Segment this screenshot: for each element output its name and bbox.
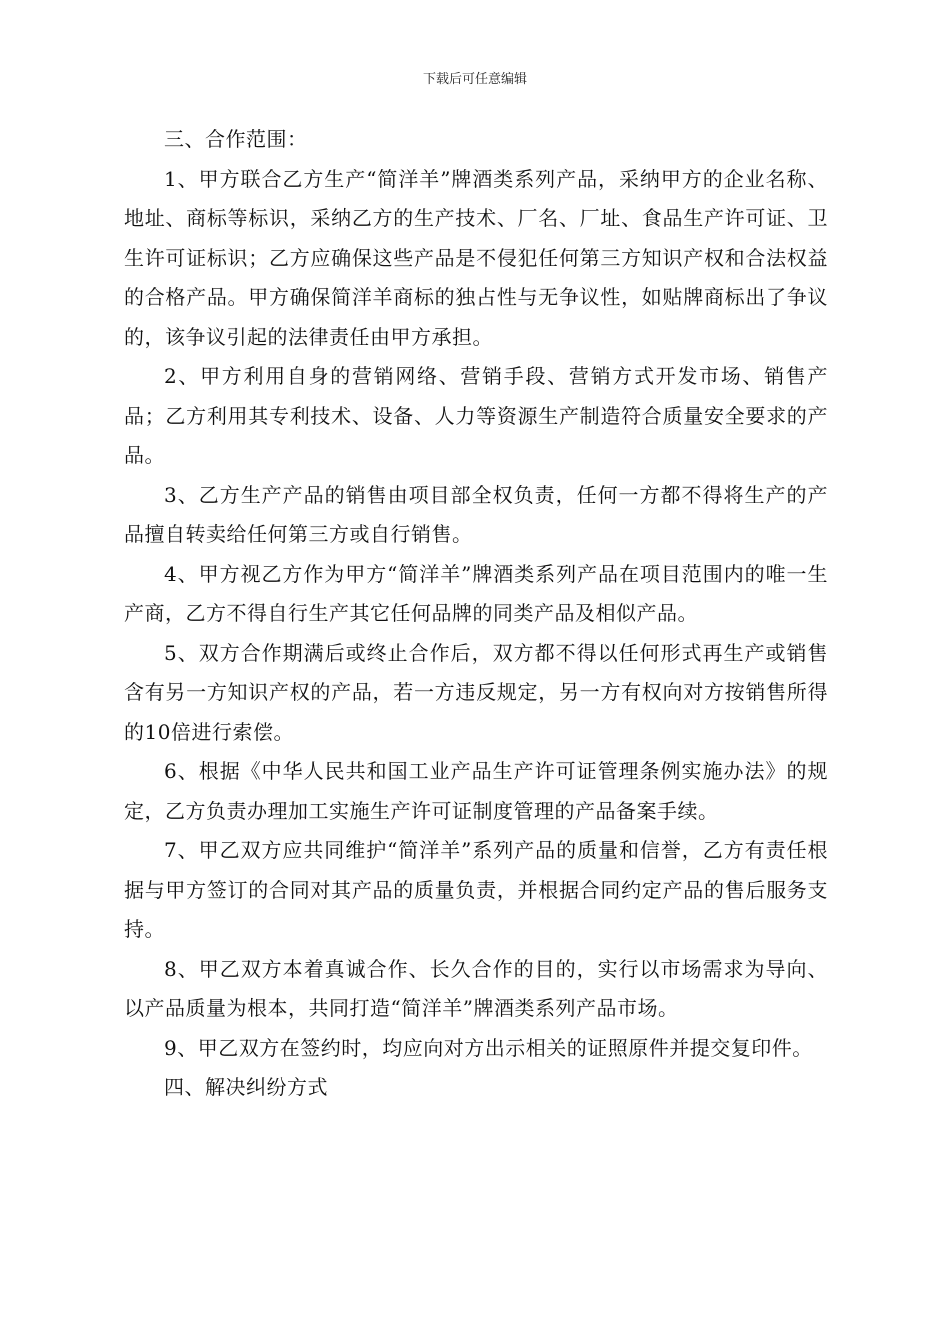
clause-1: 1、甲方联合乙方生产“简洋羊”牌酒类系列产品，采纳甲方的企业名称、地址、商标等标识，采纳乙方的生产技术、厂名、厂址、食品生产许可证、卫生许可证标识；乙方应确保这些产品是不侵犯任何第三方知识产权和合法权益的合格产品。甲方确保简洋羊商标的独占性与无争议性，如贴牌商标出了争议的，该争议引起的法律责任由甲方承担。 xyxy=(124,166,828,349)
header-note: 下载后可任意编辑 xyxy=(422,72,527,87)
clause-7: 7、甲乙双方应共同维护“简洋羊”系列产品的质量和信誉，乙方有责任根据与甲方签订的合同对其产品的质量负责，并根据合同约定产品的售后服务支持。 xyxy=(124,838,828,941)
document-body xyxy=(124,120,828,1108)
clause-6: 6、根据《中华人民共和国工业产品生产许可证管理条例实施办法》的规定，乙方负责办理加工实施生产许可证制度管理的产品备案手续。 xyxy=(124,759,828,823)
section-heading-dispute-resolution: 四、解决纠纷方式 xyxy=(164,1075,328,1099)
clause-5: 5、双方合作期满后或终止合作后，双方都不得以任何形式再生产或销售含有另一方知识产权的产品，若一方违反规定，另一方有权向对方按销售所得的10倍进行索偿。 xyxy=(124,640,828,744)
section-heading-cooperation-scope: 三、合作范围： xyxy=(164,127,308,151)
clause-3: 3、乙方生产产品的销售由项目部全权负责，任何一方都不得将生产的产品擅自转卖给任何第三方或自行销售。 xyxy=(124,482,828,546)
clause-2: 2、甲方利用自身的营销网络、营销手段、营销方式开发市场、销售产品；乙方利用其专利技术、设备、人力等资源生产制造符合质量安全要求的产品。 xyxy=(124,364,828,467)
clause-4: 4、甲方视乙方作为甲方“简洋羊”牌酒类系列产品在项目范围内的唯一生产商，乙方不得自行生产其它任何品牌的同类产品及相似产品。 xyxy=(124,561,828,625)
clause-9: 9、甲乙双方在签约时，均应向对方出示相关的证照原件并提交复印件。 xyxy=(164,1035,813,1060)
clause-8: 8、甲乙双方本着真诚合作、长久合作的目的，实行以市场需求为导向、以产品质量为根本，共同打造“简洋羊”牌酒类系列产品市场。 xyxy=(124,956,828,1020)
